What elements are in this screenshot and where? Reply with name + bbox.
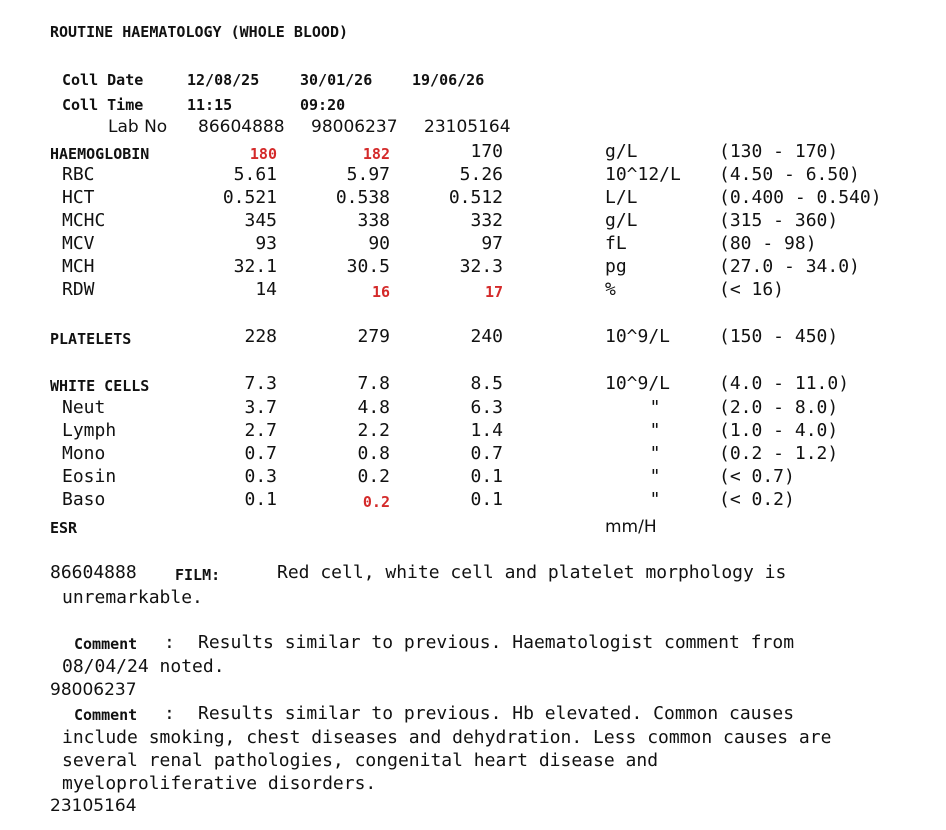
coll-date-2: 30/01/26: [300, 71, 373, 89]
row-name: PLATELETS: [50, 330, 132, 348]
row-range: (130 - 170): [719, 141, 839, 162]
row-range: (0.400 - 0.540): [719, 187, 882, 208]
coll-time-2: 09:20: [300, 96, 346, 114]
row-value-3: 0.7: [470, 443, 503, 464]
comment-label-1: Comment: [74, 635, 138, 653]
row-range: (80 - 98): [719, 233, 817, 254]
row-range: (< 0.2): [719, 489, 795, 510]
lab-no-2: 98006237: [311, 117, 398, 137]
row-unit: mm/H: [605, 517, 657, 537]
report-title: ROUTINE HAEMATOLOGY (WHOLE BLOOD): [50, 23, 349, 41]
row-name: WHITE CELLS: [50, 377, 150, 395]
row-unit: 10^12/L: [605, 164, 681, 185]
row-value-1: 180: [249, 145, 277, 163]
row-value-1: 5.61: [233, 164, 277, 185]
film-text: Red cell, white cell and platelet morphology is: [277, 562, 787, 583]
row-range: (4.0 - 11.0): [719, 373, 850, 394]
row-value-2: 0.2: [357, 466, 390, 487]
row-value-1: 345: [244, 210, 277, 231]
row-range: (150 - 450): [719, 326, 839, 347]
comment-sep-2: :: [164, 703, 175, 724]
row-unit: %: [605, 279, 616, 300]
coll-date-label: Coll Date: [62, 71, 144, 89]
row-value-2: 279: [357, 326, 390, 347]
row-unit: g/L: [605, 210, 638, 231]
row-value-1: 0.3: [244, 466, 277, 487]
row-value-3: 0.512: [448, 187, 503, 208]
coll-time-1: 11:15: [187, 96, 233, 114]
row-value-3: 8.5: [470, 373, 503, 394]
row-name: ESR: [50, 519, 78, 537]
row-value-1: 2.7: [244, 420, 277, 441]
row-value-3: 240: [470, 326, 503, 347]
row-name: MCH: [62, 256, 95, 277]
row-range: (27.0 - 34.0): [719, 256, 860, 277]
row-value-3: 332: [470, 210, 503, 231]
comment-text-2-line4: myeloproliferative disorders.: [62, 773, 377, 794]
row-range: (4.50 - 6.50): [719, 164, 860, 185]
row-value-2: 30.5: [346, 256, 390, 277]
row-value-2: 0.8: [357, 443, 390, 464]
row-unit: 10^9/L: [605, 373, 671, 394]
row-value-3: 0.1: [470, 489, 503, 510]
comment-text-2-line3: several renal pathologies, congenital heart disease and: [62, 750, 659, 771]
row-value-3: 5.26: [459, 164, 503, 185]
row-name: Mono: [62, 443, 106, 464]
coll-time-label: Coll Time: [62, 96, 144, 114]
row-value-3: 17: [484, 283, 503, 301]
lab-no-label: Lab No: [108, 117, 168, 137]
row-range: (< 16): [719, 279, 785, 300]
row-value-2: 4.8: [357, 397, 390, 418]
coll-date-1: 12/08/25: [187, 71, 260, 89]
row-value-1: 14: [255, 279, 277, 300]
row-name: MCHC: [62, 210, 106, 231]
row-value-1: 228: [244, 326, 277, 347]
row-unit: g/L: [605, 141, 638, 162]
row-value-1: 0.1: [244, 489, 277, 510]
row-name: Baso: [62, 489, 106, 510]
row-name: MCV: [62, 233, 95, 254]
row-value-3: 97: [481, 233, 503, 254]
row-unit: ": [649, 397, 661, 418]
row-value-1: 93: [255, 233, 277, 254]
row-name: RDW: [62, 279, 95, 300]
row-value-1: 7.3: [244, 373, 277, 394]
row-value-2: 182: [362, 145, 390, 163]
row-unit: ": [649, 420, 661, 441]
film-label: FILM:: [175, 566, 221, 584]
row-value-2: 0.538: [335, 187, 390, 208]
film-text-cont: unremarkable.: [62, 587, 203, 608]
film-lab-no: 86604888: [50, 562, 137, 583]
row-value-2: 338: [357, 210, 390, 231]
row-unit: pg: [605, 256, 627, 277]
row-value-3: 170: [470, 141, 503, 162]
row-unit: ": [649, 443, 661, 464]
row-unit: L/L: [605, 187, 638, 208]
comment-text-1-cont: 08/04/24 noted.: [62, 656, 225, 677]
row-range: (315 - 360): [719, 210, 839, 231]
row-value-2: 5.97: [346, 164, 390, 185]
row-range: (< 0.7): [719, 466, 795, 487]
row-range: (1.0 - 4.0): [719, 420, 839, 441]
lab-no-3: 23105164: [424, 117, 511, 137]
comment-text-2: Results similar to previous. Hb elevated. Common causes: [198, 703, 795, 724]
comment-sep-1: :: [164, 632, 175, 653]
row-name: Lymph: [62, 420, 117, 441]
lab-no-third: 23105164: [50, 796, 137, 816]
row-range: (0.2 - 1.2): [719, 443, 839, 464]
comment-text-2-line2: include smoking, chest diseases and dehydration. Less common causes are: [62, 727, 832, 748]
row-name: Eosin: [62, 466, 117, 487]
row-value-2: 16: [371, 283, 390, 301]
row-value-1: 0.521: [222, 187, 277, 208]
row-value-2: 2.2: [357, 420, 390, 441]
row-name: HCT: [62, 187, 95, 208]
row-name: HAEMOGLOBIN: [50, 145, 150, 163]
row-range: (2.0 - 8.0): [719, 397, 839, 418]
lab-no-1: 86604888: [198, 117, 285, 137]
row-unit: fL: [605, 233, 627, 254]
row-value-3: 0.1: [470, 466, 503, 487]
row-value-2: 90: [368, 233, 390, 254]
coll-date-3: 19/06/26: [412, 71, 485, 89]
comment-label-2: Comment: [74, 706, 138, 724]
row-unit: 10^9/L: [605, 326, 671, 347]
row-unit: ": [649, 489, 661, 510]
row-value-3: 32.3: [459, 256, 503, 277]
row-value-1: 0.7: [244, 443, 277, 464]
row-value-2: 7.8: [357, 373, 390, 394]
row-value-2: 0.2: [362, 493, 390, 511]
row-value-3: 1.4: [470, 420, 503, 441]
row-value-1: 3.7: [244, 397, 277, 418]
row-value-3: 6.3: [470, 397, 503, 418]
row-name: RBC: [62, 164, 95, 185]
lab-no-second: 98006237: [50, 680, 137, 700]
row-value-1: 32.1: [233, 256, 277, 277]
row-unit: ": [649, 466, 661, 487]
row-name: Neut: [62, 397, 106, 418]
comment-text-1: Results similar to previous. Haematologist comment from: [198, 632, 795, 653]
